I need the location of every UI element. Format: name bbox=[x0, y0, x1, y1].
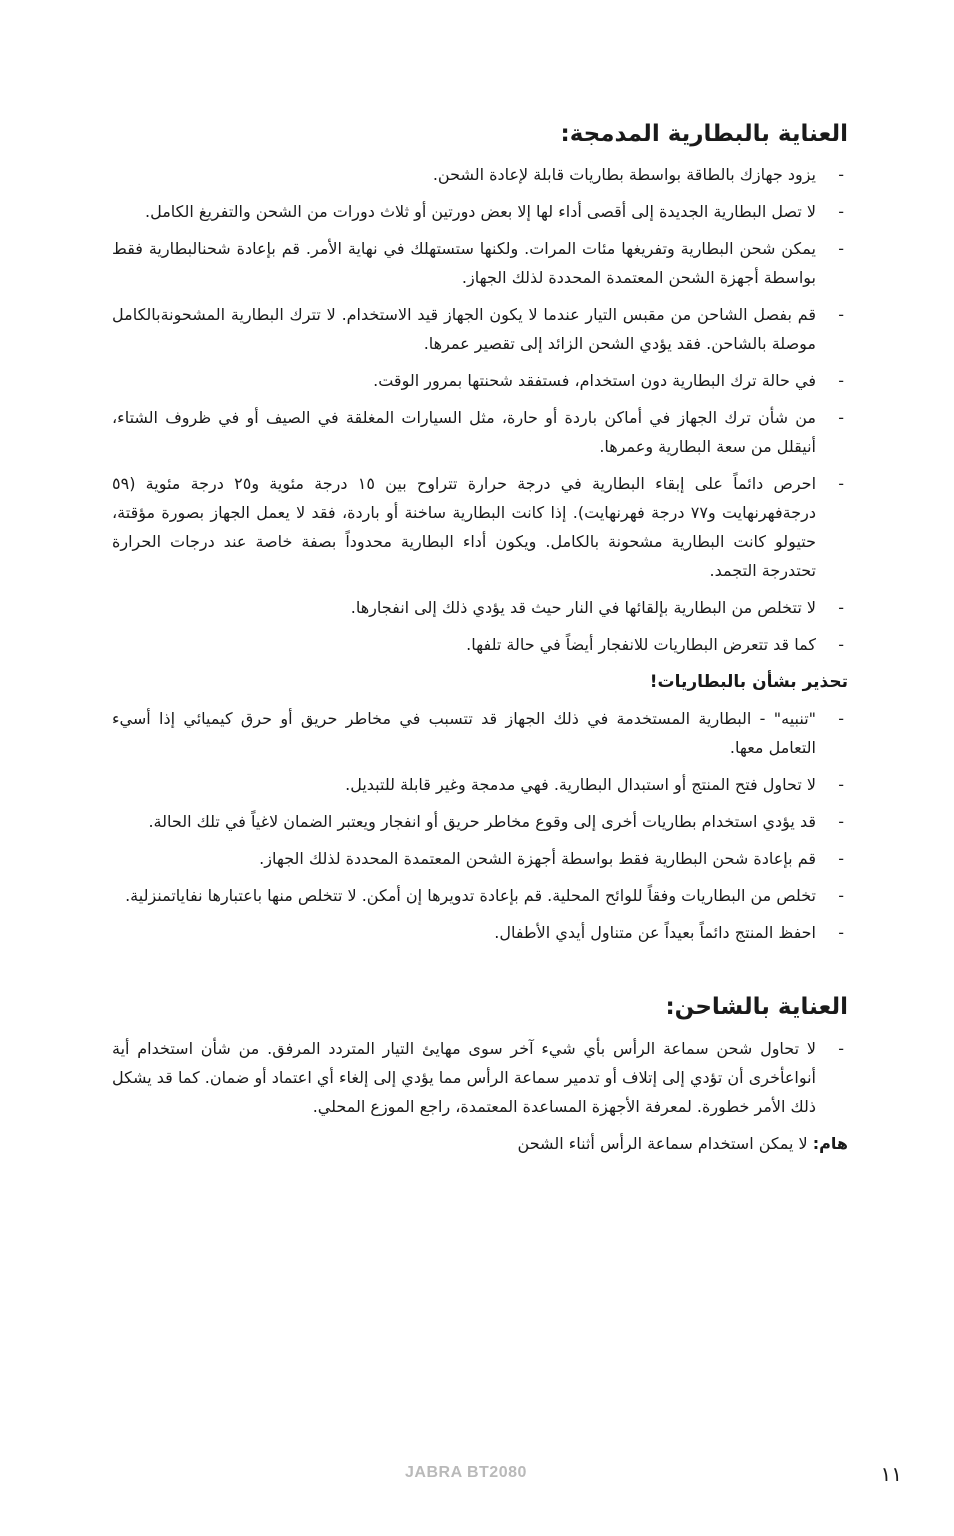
list-item: - لا تتخلص من البطارية بإلقائها في النار حيث قد يؤدي ذلك إلى انفجارها. bbox=[112, 593, 848, 622]
list-item: - يمكن شحن البطارية وتفريغها مئات المرات. ولكنها ستستهلك في نهاية الأمر. قم بإعادة شحنالبطارية فقط بواسطة أجهزة الشحن المعتمدة المحددة لذلك الجهاز. bbox=[112, 234, 848, 292]
important-label: هام: bbox=[812, 1133, 848, 1153]
list-item: - احرص دائماً على إبقاء البطارية في درجة حرارة تتراوح بين ١٥ درجة مئوية و٢٥ درجة مئوية (٥٩ درجةفهرنهايت و٧٧ درجة فهرنهايت). إذا كانت البطارية ساخنة أو باردة، فقد لا يعمل الجهاز بصورة مؤقتة، حتيولو كانت البطارية مشحونة بالكامل. ويكون أداء البطارية محدوداً بصفة خاصة عند درجات الحرارة تحتدرجة التجمد. bbox=[112, 469, 848, 585]
important-text: لا يمكن استخدام سماعة الرأس أثناء الشحن bbox=[517, 1133, 813, 1153]
list-item: - قد يؤدي استخدام بطاريات أخرى إلى وقوع مخاطر حريق أو انفجار ويعتبر الضمان لاغياً في تلك الحالة. bbox=[112, 807, 848, 836]
list-item: - تخلص من البطاريات وفقاً للوائح المحلية. قم بإعادة تدويرها إن أمكن. لا تتخلص منها باعتبارها نفاياتمنزلية. bbox=[112, 881, 848, 910]
list-item: - يزود جهازك بالطاقة بواسطة بطاريات قابلة لإعادة الشحن. bbox=[112, 160, 848, 189]
list-item: - احفظ المنتج دائماً بعيداً عن متناول أيدي الأطفال. bbox=[112, 918, 848, 947]
list-item: - لا تصل البطارية الجديدة إلى أقصى أداء لها إلا بعض دورتين أو ثلاث دورات من الشحن والتفريغ الكامل. bbox=[112, 197, 848, 226]
document-body bbox=[112, 118, 848, 1158]
charger-care-title: العناية بالشاحن: bbox=[665, 994, 848, 1021]
footer-brand: JABRA BT2080 bbox=[405, 1464, 527, 1481]
battery-warning-list bbox=[112, 704, 848, 947]
list-item: - لا تحاول فتح المنتج أو استبدال البطارية. فهي مدمجة وغير قابلة للتبديل. bbox=[112, 770, 848, 799]
important-note bbox=[112, 1129, 848, 1158]
list-item: - في حالة ترك البطارية دون استخدام، فستفقد شحنتها بمرور الوقت. bbox=[112, 366, 848, 395]
battery-care-title: العناية بالبطارية المدمجة: bbox=[560, 121, 848, 147]
list-item: - من شأن ترك الجهاز في أماكن باردة أو حارة، مثل السيارات المغلقة في الصيف أو في ظروف الشتاء، أنيقلل من سعة البطارية وعمرها. bbox=[112, 403, 848, 461]
list-item: - كما قد تتعرض البطاريات للانفجار أيضاً في حالة تلفها. bbox=[112, 630, 848, 659]
list-item: - قم بإعادة شحن البطارية فقط بواسطة أجهزة الشحن المعتمدة المحددة لذلك الجهاز. bbox=[112, 844, 848, 873]
battery-warning-title: تحذير بشأن بالبطاريات! bbox=[649, 672, 848, 693]
list-item: - لا تحاول شحن سماعة الرأس بأي شيء آخر سوى مهايئ التيار المتردد المرفق. من شأن استخدام أية أنواعأخرى أن تؤدي إلى إتلاف أو تدمير سماعة الرأس مما يؤدي إلى إلغاء أي اعتماد أو ضمان. كما قد يشكل ذلك الأمر خطورة. لمعرفة الأجهزة المساعدة المعتمدة، راجع الموزع المحلي. bbox=[112, 1034, 848, 1121]
list-item: - "تنبيه" - البطارية المستخدمة في ذلك الجهاز قد تتسبب في مخاطر حريق أو حرق كيميائي إذا أسيء التعامل معها. bbox=[112, 704, 848, 762]
charger-care-list bbox=[112, 1034, 848, 1121]
battery-care-list bbox=[112, 160, 848, 659]
page-number: ١١ bbox=[880, 1462, 902, 1486]
list-item: - قم بفصل الشاحن من مقبس التيار عندما لا يكون الجهاز قيد الاستخدام. لا تترك البطارية المشحونةبالكامل موصلة بالشاحن. فقد يؤدي الشحن الزائد إلى تقصير عمرها. bbox=[112, 300, 848, 358]
